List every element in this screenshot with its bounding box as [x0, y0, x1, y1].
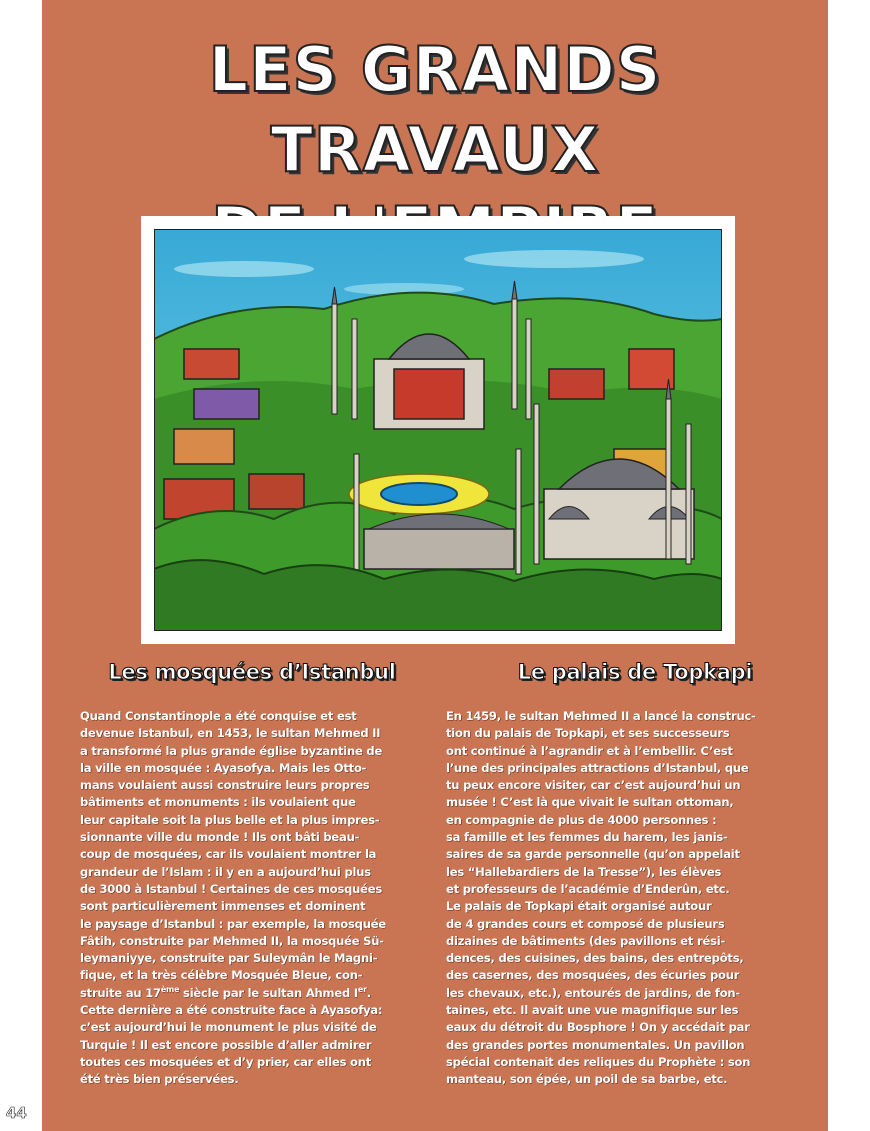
- text-line: ont continué à l’agrandir et à l’embellir. C’est: [446, 743, 733, 758]
- heading-mosquees: Les mosquées d’Istanbul: [108, 660, 396, 684]
- superscript: ème: [160, 984, 180, 994]
- text-line: en compagnie de plus de 4000 personnes :: [446, 812, 717, 827]
- text-line: En 1459, le sultan Mehmed II a lancé la construc-: [446, 709, 756, 723]
- text-line: dences, des cuisines, des bains, des entrepôts,: [446, 951, 744, 966]
- text-line: grandeur de l’Islam : il y en a aujourd’hui plus: [80, 864, 371, 879]
- text-line: bâtiments et monuments : ils voulaient que: [80, 795, 356, 810]
- text-line: les chevaux, etc.), entourés de jardins, de fon-: [446, 985, 740, 1000]
- text-line: des casernes, des mosquées, des écuries pour: [446, 968, 740, 983]
- text-line: tu peux encore visiter, car c’est aujourd’hui un: [446, 778, 741, 793]
- text-line: c’est aujourd’hui le monument le plus visité de: [80, 1020, 377, 1035]
- text-line: de 3000 à Istanbul ! Certaines de ces mosquées: [80, 881, 383, 896]
- text-line: manteau, son épée, un poil de sa barbe, etc.: [446, 1072, 728, 1087]
- text-line: Fâtih, construite par Mehmed II, la mosquée Sü-: [80, 933, 384, 948]
- text-line: sionnante ville du monde ! Ils ont bâti beau-: [80, 830, 360, 845]
- text-line: leur capitale soit la plus belle et la plus impres-: [80, 812, 380, 827]
- text-line: mans voulaient aussi construire leurs propres: [80, 778, 370, 793]
- text-line: coup de mosquées, car ils voulaient montrer la: [80, 847, 377, 862]
- text-line: l’une des principales attractions d’Istanbul, que: [446, 760, 749, 775]
- text-line: musée ! C’est là que vivait le sultan ottoman,: [446, 795, 734, 810]
- text-line: a transformé la plus grande église byzantine de: [80, 743, 383, 758]
- istanbul-mosques-illustration: [154, 229, 722, 631]
- text-line: été très bien préservées.: [80, 1072, 239, 1087]
- text-line: saires de sa garde personnelle (qu’on appelait: [446, 847, 740, 862]
- page: [42, 0, 828, 1131]
- text-line: taines, etc. Il avait une vue magnifique sur les: [446, 1003, 739, 1018]
- text-fragment: .: [366, 985, 371, 1000]
- text-line: dizaines de bâtiments (des pavillons et rési-: [446, 933, 726, 948]
- text-line: tion du palais de Topkapi, et ses successeurs: [446, 726, 730, 741]
- text-line: la ville en mosquée : Ayasofya. Mais les Otto-: [80, 760, 367, 775]
- text-line: de 4 grandes cours et composé de plusieurs: [446, 916, 725, 931]
- title-line-1: LES GRANDS TRAVAUX: [208, 33, 662, 186]
- text-line: devenue Istanbul, en 1453, le sultan Mehmed II: [80, 726, 381, 741]
- text-line: Turquie ! Il est encore possible d’aller admirer: [80, 1037, 372, 1052]
- text-line: spécial contenait des reliques du Prophète : son: [446, 1054, 751, 1069]
- heading-topkapi: Le palais de Topkapi: [517, 660, 753, 684]
- text-line: Quand Constantinople a été conquise et est: [80, 709, 357, 723]
- superscript: er: [357, 984, 367, 994]
- text-line: [80, 985, 420, 1002]
- text-fragment: struite au 17: [80, 985, 161, 1000]
- text-line: et professeurs de l’académie d’Enderûn, etc.: [446, 881, 730, 896]
- text-line: le paysage d’Istanbul : par exemple, la mosquée: [80, 916, 386, 931]
- text-line: eaux du détroit du Bosphore ! On y accédait par: [446, 1020, 750, 1035]
- text-fragment: siècle par le sultan Ahmed I: [179, 985, 358, 1000]
- text-line: toutes ces mosquées et d’y prier, car elles ont: [80, 1054, 372, 1069]
- text-line: les “Hallebardiers de la Tresse”), les élèves: [446, 864, 722, 879]
- text-line: sont particulièrement immenses et dominent: [80, 899, 366, 914]
- page-number: 44: [6, 1104, 27, 1122]
- text-line: fique, et la très célèbre Mosquée Bleue, con-: [80, 968, 363, 983]
- illustration-frame: [141, 216, 735, 644]
- text-line: Le palais de Topkapi était organisé autour: [446, 899, 712, 914]
- column-topkapi-text: [446, 708, 802, 1089]
- text-line: des grandes portes monumentales. Un pavillon: [446, 1037, 745, 1052]
- text-line: leymaniyye, construite par Suleymân le Magni-: [80, 951, 378, 966]
- text-line: Cette dernière a été construite face à Ayasofya:: [80, 1003, 383, 1018]
- text-line: sa famille et les femmes du harem, les janis-: [446, 830, 728, 845]
- column-mosquees-text: [80, 708, 420, 1089]
